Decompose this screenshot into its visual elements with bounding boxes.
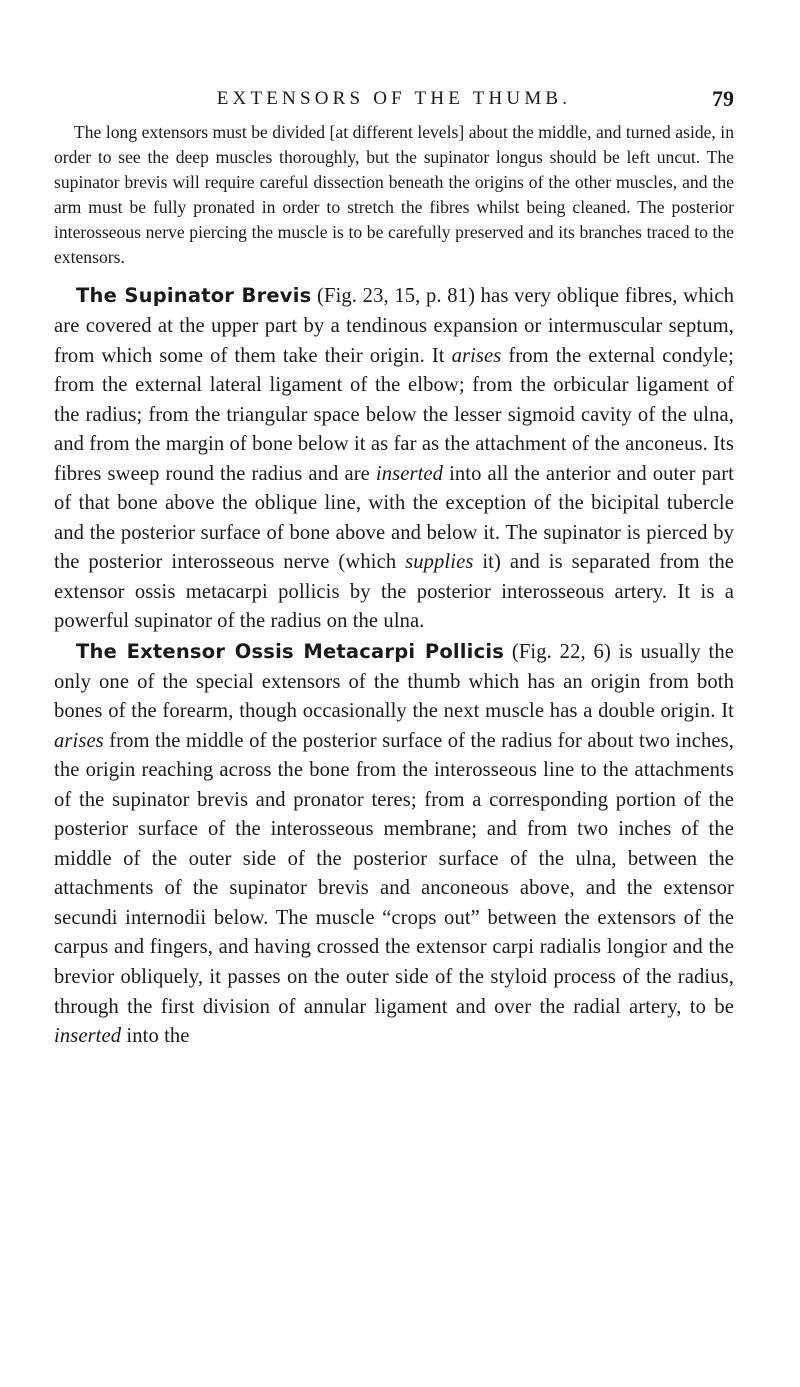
extensor-ossis-text-1: (Fig. 22, 6) is usually the only one of the special extensors of the thumb which has an origin from both bones of the forearm, though occasionally the next muscle has a double origin. It (54, 641, 735, 723)
supinator-brevis-text-3: into all the anterior and outer part of that bone above the oblique line, with the exception of the bicipital tubercle and the posterior surface of bone above and below it. The supinator is pierced by the posterior interosseous nerve (which (54, 462, 734, 574)
supinator-brevis-text-2: from the external condyle; from the external lateral ligament of the elbow; from the orbicular ligament of the radius; from the triangular space below the lesser sigmoid cavity of the ulna, and from the margin of bone below it as far as the attachment of the anconeus. Its fibres sweep round the radius and are (54, 344, 734, 485)
extensor-ossis-text-2: from the middle of the posterior surface of the radius for about two inches, the origin reaching across the bone from the interosseous line to the attachments of the supinator brevis and pronator teres; from a corresponding portion of the posterior surface of the interosseous membrane; and from two inches of the middle of the outer side of the posterior surface of the ulna, between the attachments of the supinator brevis and anconeous above, and the extensor secundi internodii below. The muscle “crops out” between the extensors of the carpus and fingers, and having crossed the extensor carpi radialis longior and the brevior obliquely, it passes on the outer side of the styloid process of the radius, through the first division of annular ligament and over the radial artery, to be (54, 729, 734, 1018)
supinator-brevis-supplies: supplies (405, 551, 474, 574)
page-number: 79 (712, 86, 734, 111)
intro-paragraph: The long extensors must be divided [at different levels] about the middle, and turned aside, in order to see the deep muscles thoroughly, but the supinator longus should be left uncut. The supinator brevis will require careful dissection beneath the origins of the other muscles, and the arm must be fully pronated in order to stretch the fibres whilst being cleaned. The posterior interosseous nerve piercing the muscle is to be carefully preserved and its branches traced to the extensors. (54, 122, 734, 267)
supinator-brevis-arises: arises (451, 344, 502, 367)
supinator-brevis-text-1: (Fig. 23, 15, p. 81) has very oblique fibres, which are covered at the upper part by a tendinous expansion or intermuscular septum, from which some of them take their origin. It (54, 285, 734, 367)
supinator-brevis-paragraph (54, 281, 734, 637)
extensor-ossis-heading: The Extensor Ossis Metacarpi Pollicis (76, 640, 505, 663)
book-page (54, 88, 734, 1052)
running-head-title: EXTENSORS OF THE THUMB. (216, 88, 572, 109)
supinator-brevis-text-4: it) and is separated from the extensor ossis metacarpi pollicis by the posterior interosseous artery. It is a powerful supinator of the radius on the ulna. (54, 551, 734, 633)
extensor-ossis-arises: arises (54, 729, 104, 752)
extensor-ossis-inserted: inserted (54, 1025, 122, 1048)
supinator-brevis-inserted: inserted (375, 462, 444, 485)
extensor-ossis-text-3: into the (121, 1025, 190, 1048)
supinator-brevis-heading: The Supinator Brevis (76, 284, 312, 308)
running-head (54, 88, 734, 120)
extensor-ossis-paragraph (54, 637, 734, 1052)
